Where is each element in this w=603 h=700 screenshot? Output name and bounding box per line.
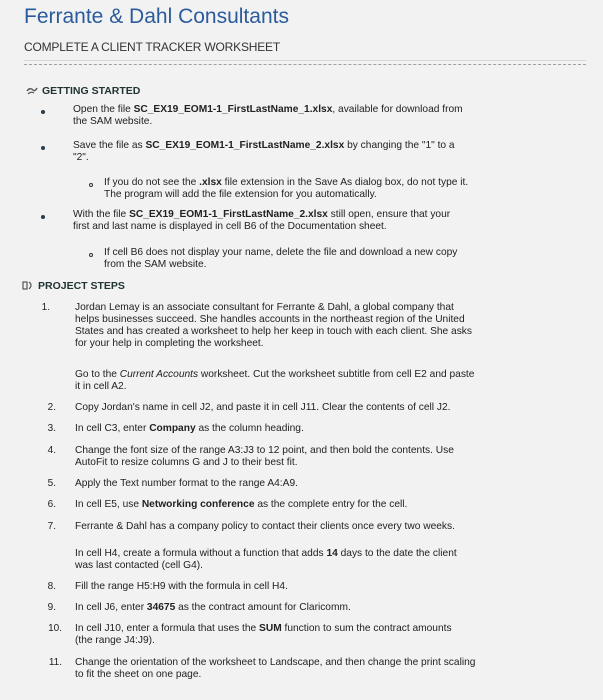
gs-bullet2-line1: Save the file as SC_EX19_EOM1-1_FirstLastName_2.xlsx by changing the "1" to a bbox=[73, 140, 455, 151]
step-number: 7. bbox=[47, 521, 56, 532]
step7-para-line1: In cell H4, create a formula without a function that adds 14 days to the date the client bbox=[75, 548, 457, 559]
gs-bullet3-line2: first and last name is displayed in cell B6 of the Documentation sheet. bbox=[73, 221, 387, 232]
step8: Fill the range H5:H9 with the formula in cell H4. bbox=[75, 581, 288, 592]
gs-bullet1-line2: the SAM website. bbox=[73, 116, 153, 127]
section-project-steps-label: PROJECT STEPS bbox=[38, 280, 125, 292]
step-number: 8. bbox=[47, 581, 56, 592]
section-ornament-icon bbox=[22, 281, 34, 290]
sub-bullet-circle bbox=[89, 253, 93, 257]
step10-line2: (the range J4:J9). bbox=[75, 635, 155, 646]
step1-line1: Jordan Lemay is an associate consultant for Ferrante & Dahl, a global company that bbox=[75, 302, 454, 313]
bullet-dot bbox=[41, 110, 45, 114]
gs-bullet3-line1: With the file SC_EX19_EOM1-1_FirstLastName_2.xlsx still open, ensure that your bbox=[73, 209, 451, 220]
section-getting-started-label: GETTING STARTED bbox=[42, 85, 141, 97]
gs-sub1-line1: If you do not see the .xlsx file extension in the Save As dialog box, do not type it. bbox=[104, 177, 469, 188]
step2: Copy Jordan's name in cell J2, and paste it in cell J11. Clear the contents of cell J2. bbox=[75, 402, 451, 413]
step10-line1: In cell J10, enter a formula that uses the SUM function to sum the contract amounts bbox=[75, 623, 452, 634]
step-number: 10. bbox=[48, 623, 62, 634]
step1-para-line1: Go to the Current Accounts worksheet. Cut the worksheet subtitle from cell E2 and paste bbox=[75, 369, 475, 380]
document-subtitle: COMPLETE A CLIENT TRACKER WORKSHEET bbox=[24, 40, 280, 54]
gs-sub2-line2: from the SAM website. bbox=[104, 259, 207, 270]
step7-para-line2: was last contacted (cell G4). bbox=[75, 560, 203, 571]
step-number: 6. bbox=[47, 499, 56, 510]
document-title: Ferrante & Dahl Consultants bbox=[24, 5, 289, 28]
step1-para-line2: it in cell A2. bbox=[75, 381, 127, 392]
step1-line4: for your help in completing the worksheet. bbox=[75, 338, 264, 349]
gs-sub2-line1: If cell B6 does not display your name, delete the file and download a new copy bbox=[104, 247, 458, 258]
step-number: 5. bbox=[47, 478, 56, 489]
step11-line2: to fit the sheet on one page. bbox=[75, 669, 202, 680]
sub-bullet-circle bbox=[89, 183, 93, 187]
step-number: 1. bbox=[41, 302, 50, 313]
section-getting-started bbox=[26, 85, 140, 97]
step7: Ferrante & Dahl has a company policy to contact their clients once every two weeks. bbox=[75, 521, 455, 532]
step4-line1: Change the font size of the range A3:J3 to 12 point, and then bold the contents. Use bbox=[75, 445, 454, 456]
gs-bullet1-line1: Open the file SC_EX19_EOM1-1_FirstLastName_1.xlsx, available for download from bbox=[73, 104, 463, 115]
title-rule-dashed bbox=[24, 64, 586, 65]
section-ornament-icon bbox=[26, 86, 38, 95]
step-number: 11. bbox=[48, 657, 62, 668]
title-rule bbox=[24, 60, 586, 61]
bullet-dot bbox=[41, 146, 45, 150]
step11-line1: Change the orientation of the worksheet to Landscape, and then change the print scaling bbox=[75, 657, 476, 668]
step-number: 9. bbox=[47, 602, 56, 613]
step1-line2: helps businesses succeed. She handles accounts in the northeast region of the United bbox=[75, 314, 465, 325]
step1-line3: States and has created a worksheet to help her keep in touch with each client. She asks bbox=[75, 326, 472, 337]
step4-line2: AutoFit to resize columns G and J to their best fit. bbox=[75, 457, 298, 468]
step-number: 3. bbox=[47, 423, 56, 434]
step6: In cell E5, use Networking conference as the complete entry for the cell. bbox=[75, 499, 408, 510]
gs-bullet2-line2: "2". bbox=[73, 152, 89, 163]
step-number: 4. bbox=[47, 445, 56, 456]
step3: In cell C3, enter Company as the column heading. bbox=[75, 423, 304, 434]
step5: Apply the Text number format to the range A4:A9. bbox=[75, 478, 298, 489]
bullet-dot bbox=[41, 215, 45, 219]
section-project-steps bbox=[22, 280, 125, 292]
step9: In cell J6, enter 34675 as the contract amount for Claricomm. bbox=[75, 602, 351, 613]
step-number: 2. bbox=[47, 402, 56, 413]
gs-sub1-line2: The program will add the file extension for you automatically. bbox=[104, 189, 377, 200]
